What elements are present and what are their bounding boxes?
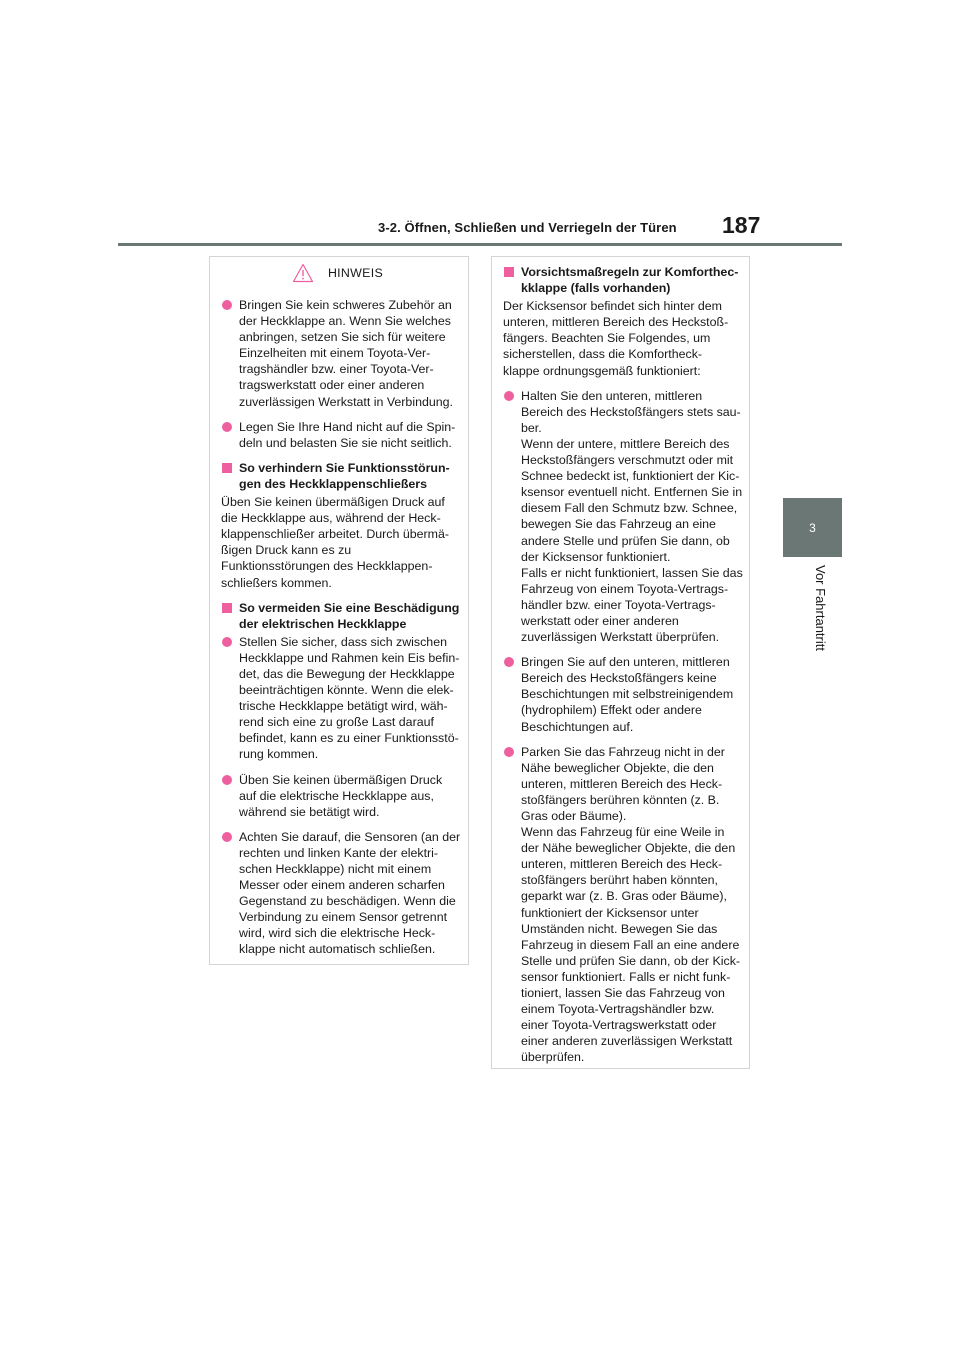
- paragraph: [221, 494, 454, 591]
- text-line: ßigen Druck kann es zu: [221, 543, 352, 558]
- text-line: tioniert, lassen Sie das Fahrzeug von: [521, 986, 725, 1001]
- text-line: Verbindung zu einem Sensor getrennt: [239, 910, 448, 925]
- text-line: schließers kommen.: [221, 575, 332, 590]
- chapter-label: Vor Fahrtantritt: [813, 565, 828, 651]
- text-line: schen Heckklappe) nicht mit einem: [239, 862, 432, 876]
- text-line: Bereich des Heckstoßfängers stets sau-: [521, 404, 741, 419]
- text-line: klappenschließer arbeitet. Durch übermä-: [221, 527, 449, 542]
- text-line: Bringen Sie auf den unteren, mittleren: [521, 655, 730, 670]
- text-line: geparkt war (z. B. Gras oder Bäume),: [521, 889, 727, 904]
- text-line: Wenn der untere, mittlere Bereich des: [521, 436, 730, 451]
- heading-square-icon: [222, 603, 232, 613]
- bullet-item: [503, 744, 741, 1066]
- text-line: Schnee bedeckt ist, funktioniert der Kic-: [521, 469, 740, 484]
- text-line: gen des Heckklappenschließers: [239, 476, 428, 491]
- text-line: zuverlässigen Werkstatt in Verbindung.: [239, 394, 453, 409]
- text-line: Fahrzeug von einem Toyota-Vertrags-: [521, 581, 729, 596]
- text-line: Beschichtungen auf.: [521, 719, 634, 734]
- text-line: unteren, mittleren Bereich des Heck-: [521, 776, 723, 791]
- notice-header: [221, 257, 454, 287]
- text-line: der Heckklappe an. Wenn Sie welches: [239, 314, 451, 329]
- text-line: stoßfängers berühren könnten (z. B.: [521, 792, 720, 807]
- heading-square-icon: [504, 267, 514, 277]
- text-line: überprüfen.: [521, 1050, 585, 1065]
- text-line: Beschichtungen mit selbstreinigendem: [521, 687, 734, 702]
- text-line: ber.: [521, 420, 542, 435]
- text-line: zuverlässigen Werkstatt überprüfen.: [521, 630, 720, 645]
- text-line: Legen Sie Ihre Hand nicht auf die Spin-: [239, 419, 456, 434]
- text-line: diesem Fall den Schmutz bzw. Schnee,: [521, 501, 738, 516]
- text-line: einer anderen zuverlässigen Werkstatt: [521, 1034, 733, 1049]
- section-title: 3-2. Öffnen, Schließen und Verriegeln der Türen: [378, 220, 677, 235]
- text-line: Einzelheiten mit einem Toyota-Ver-: [239, 346, 431, 361]
- text-line: Falls er nicht funktioniert, lassen Sie das: [521, 565, 743, 580]
- text-line: Vorsichtsmaßregeln zur Komforthec-: [521, 265, 739, 279]
- text-line: Wenn das Fahrzeug für eine Weile in: [521, 825, 725, 840]
- text-line: Nähe beweglicher Objekte, die den: [521, 760, 714, 775]
- text-line: Parken Sie das Fahrzeug nicht in der: [521, 744, 725, 759]
- text-line: während sie betätigt wird.: [239, 804, 380, 819]
- text-line: Heckstoßfängers verschmutzt oder mit: [521, 453, 734, 468]
- text-line: rung kommen.: [239, 747, 319, 762]
- text-line: einem Toyota-Vertragshändler bzw.: [521, 1002, 715, 1017]
- text-line: befindet, kann es zu einer Funktionsstö-: [239, 731, 459, 746]
- bullet-item: [221, 634, 460, 763]
- text-line: det, das die Bewegung der Heckklappe: [239, 666, 455, 681]
- text-line: unteren, mittleren Bereich des Heckstoß-: [503, 315, 729, 330]
- heading-square-icon: [222, 463, 232, 473]
- text-line: Bringen Sie kein schweres Zubehör an: [239, 298, 452, 312]
- text-line: rechten und linken Kante der elektri-: [239, 845, 439, 860]
- text-line: einer Toyota-Vertragswerkstatt oder: [521, 1018, 717, 1033]
- text-line: Umständen nicht. Bewegen Sie das: [521, 921, 718, 936]
- text-line: fängers. Beachten Sie Folgendes, um: [503, 331, 711, 346]
- text-line: Heckklappe und Rahmen kein Eis befin-: [239, 650, 460, 665]
- precautions-box: [491, 256, 750, 1069]
- bullet-dot-icon: [222, 300, 232, 310]
- page-number: 187: [722, 212, 761, 238]
- text-line: der Kicksensor funktioniert.: [521, 549, 671, 564]
- text-line: der Nähe beweglicher Objekte, die den: [521, 841, 736, 856]
- text-line: klappe nicht automatisch schließen.: [239, 942, 436, 957]
- text-line: Halten Sie den unteren, mittleren: [521, 388, 703, 403]
- bullet-item: [503, 654, 735, 734]
- section-heading: [503, 264, 739, 296]
- chapter-tab: [783, 498, 842, 557]
- text-line: Fahrzeug in diesem Fall an eine andere: [521, 937, 740, 952]
- text-line: andere Stelle und prüfen Sie dann, ob: [521, 533, 730, 548]
- text-line: ksensor eventuell nicht. Entfernen Sie in: [521, 485, 743, 500]
- text-line: Der Kicksensor befindet sich hinter dem: [503, 299, 723, 314]
- text-line: tragswerkstatt oder einer anderen: [239, 378, 425, 393]
- precautions-content: [503, 264, 743, 1066]
- bullet-dot-icon: [222, 832, 232, 842]
- text-line: Funktionsstörungen des Heckklappen-: [221, 559, 433, 574]
- bullet-item: [221, 829, 461, 958]
- text-line: Messer oder einem anderen scharfen: [239, 878, 445, 893]
- text-line: Stellen Sie sicher, dass sich zwischen: [239, 634, 447, 649]
- text-line: auf die elektrische Heckklappe aus,: [239, 788, 434, 803]
- text-line: sensor funktioniert. Falls er nicht funk-: [521, 969, 731, 984]
- paragraph: [503, 298, 735, 378]
- text-line: kklappe (falls vorhanden): [521, 281, 671, 296]
- bullet-item: [221, 772, 454, 820]
- text-line: wird, wird sich die elektrische Heck-: [239, 926, 436, 941]
- text-line: Achten Sie darauf, die Sensoren (an der: [239, 829, 461, 844]
- text-line: händler bzw. einer Toyota-Vertrags-: [521, 597, 716, 612]
- text-line: (hydrophilem) Effekt oder andere: [521, 703, 702, 718]
- section-heading: [221, 460, 454, 492]
- bullet-item: [221, 297, 454, 410]
- text-line: werkstatt oder einer anderen: [521, 613, 679, 628]
- bullet-dot-icon: [222, 775, 232, 785]
- text-line: Gras oder Bäume).: [521, 809, 627, 823]
- bullet-dot-icon: [222, 637, 232, 647]
- notice-label: HINWEIS: [327, 265, 384, 280]
- text-line: deln und belasten Sie sie nicht seitlich.: [239, 435, 452, 450]
- text-line: funktioniert der Kicksensor unter: [521, 905, 699, 920]
- bullet-item: [221, 419, 454, 451]
- text-line: Bereich des Heckstoßfängers keine: [521, 671, 717, 686]
- warning-triangle-icon: [292, 263, 314, 283]
- text-line: die Heckklappe aus, während der Heck-: [221, 511, 441, 526]
- text-line: Stelle und prüfen Sie dann, ob der Kick-: [521, 953, 741, 968]
- bullet-dot-icon: [504, 747, 514, 757]
- section-heading: [221, 600, 460, 632]
- text-line: rend sich eine zu große Last darauf: [239, 715, 434, 730]
- text-line: beeinträchtigen könnte. Wenn die elek-: [239, 683, 454, 698]
- header-rule: [118, 243, 842, 246]
- text-line: So verhindern Sie Funktionsstörun-: [239, 460, 450, 475]
- text-line: Üben Sie keinen übermäßigen Druck auf: [221, 495, 445, 510]
- text-line: trische Heckklappe betätigt wird, wäh-: [239, 699, 448, 714]
- text-line: unteren, mittleren Bereich des Heck-: [521, 857, 723, 872]
- text-line: anbringen, setzen Sie sich für weitere: [239, 330, 446, 345]
- text-line: sicherstellen, dass die Komfortheck-: [503, 347, 703, 362]
- bullet-dot-icon: [504, 657, 514, 667]
- chapter-number: 3: [809, 520, 816, 535]
- bullet-dot-icon: [222, 422, 232, 432]
- text-line: Gegenstand zu beschädigen. Wenn die: [239, 894, 456, 909]
- text-line: stoßfängers berührt haben könnten,: [521, 873, 719, 888]
- text-line: klappe ordnungsgemäß funktioniert:: [503, 363, 701, 378]
- bullet-dot-icon: [504, 391, 514, 401]
- text-line: tragshändler bzw. einer Toyota-Ver-: [239, 362, 434, 377]
- notice-box: [209, 256, 469, 965]
- text-line: der elektrischen Heckklappe: [239, 616, 407, 631]
- notice-content: [221, 297, 461, 958]
- bullet-item: [503, 388, 743, 646]
- text-line: Üben Sie keinen übermäßigen Druck: [239, 772, 443, 787]
- text-line: bewegen Sie das Fahrzeug an eine: [521, 517, 716, 532]
- text-line: So vermeiden Sie eine Beschädigung: [239, 600, 460, 615]
